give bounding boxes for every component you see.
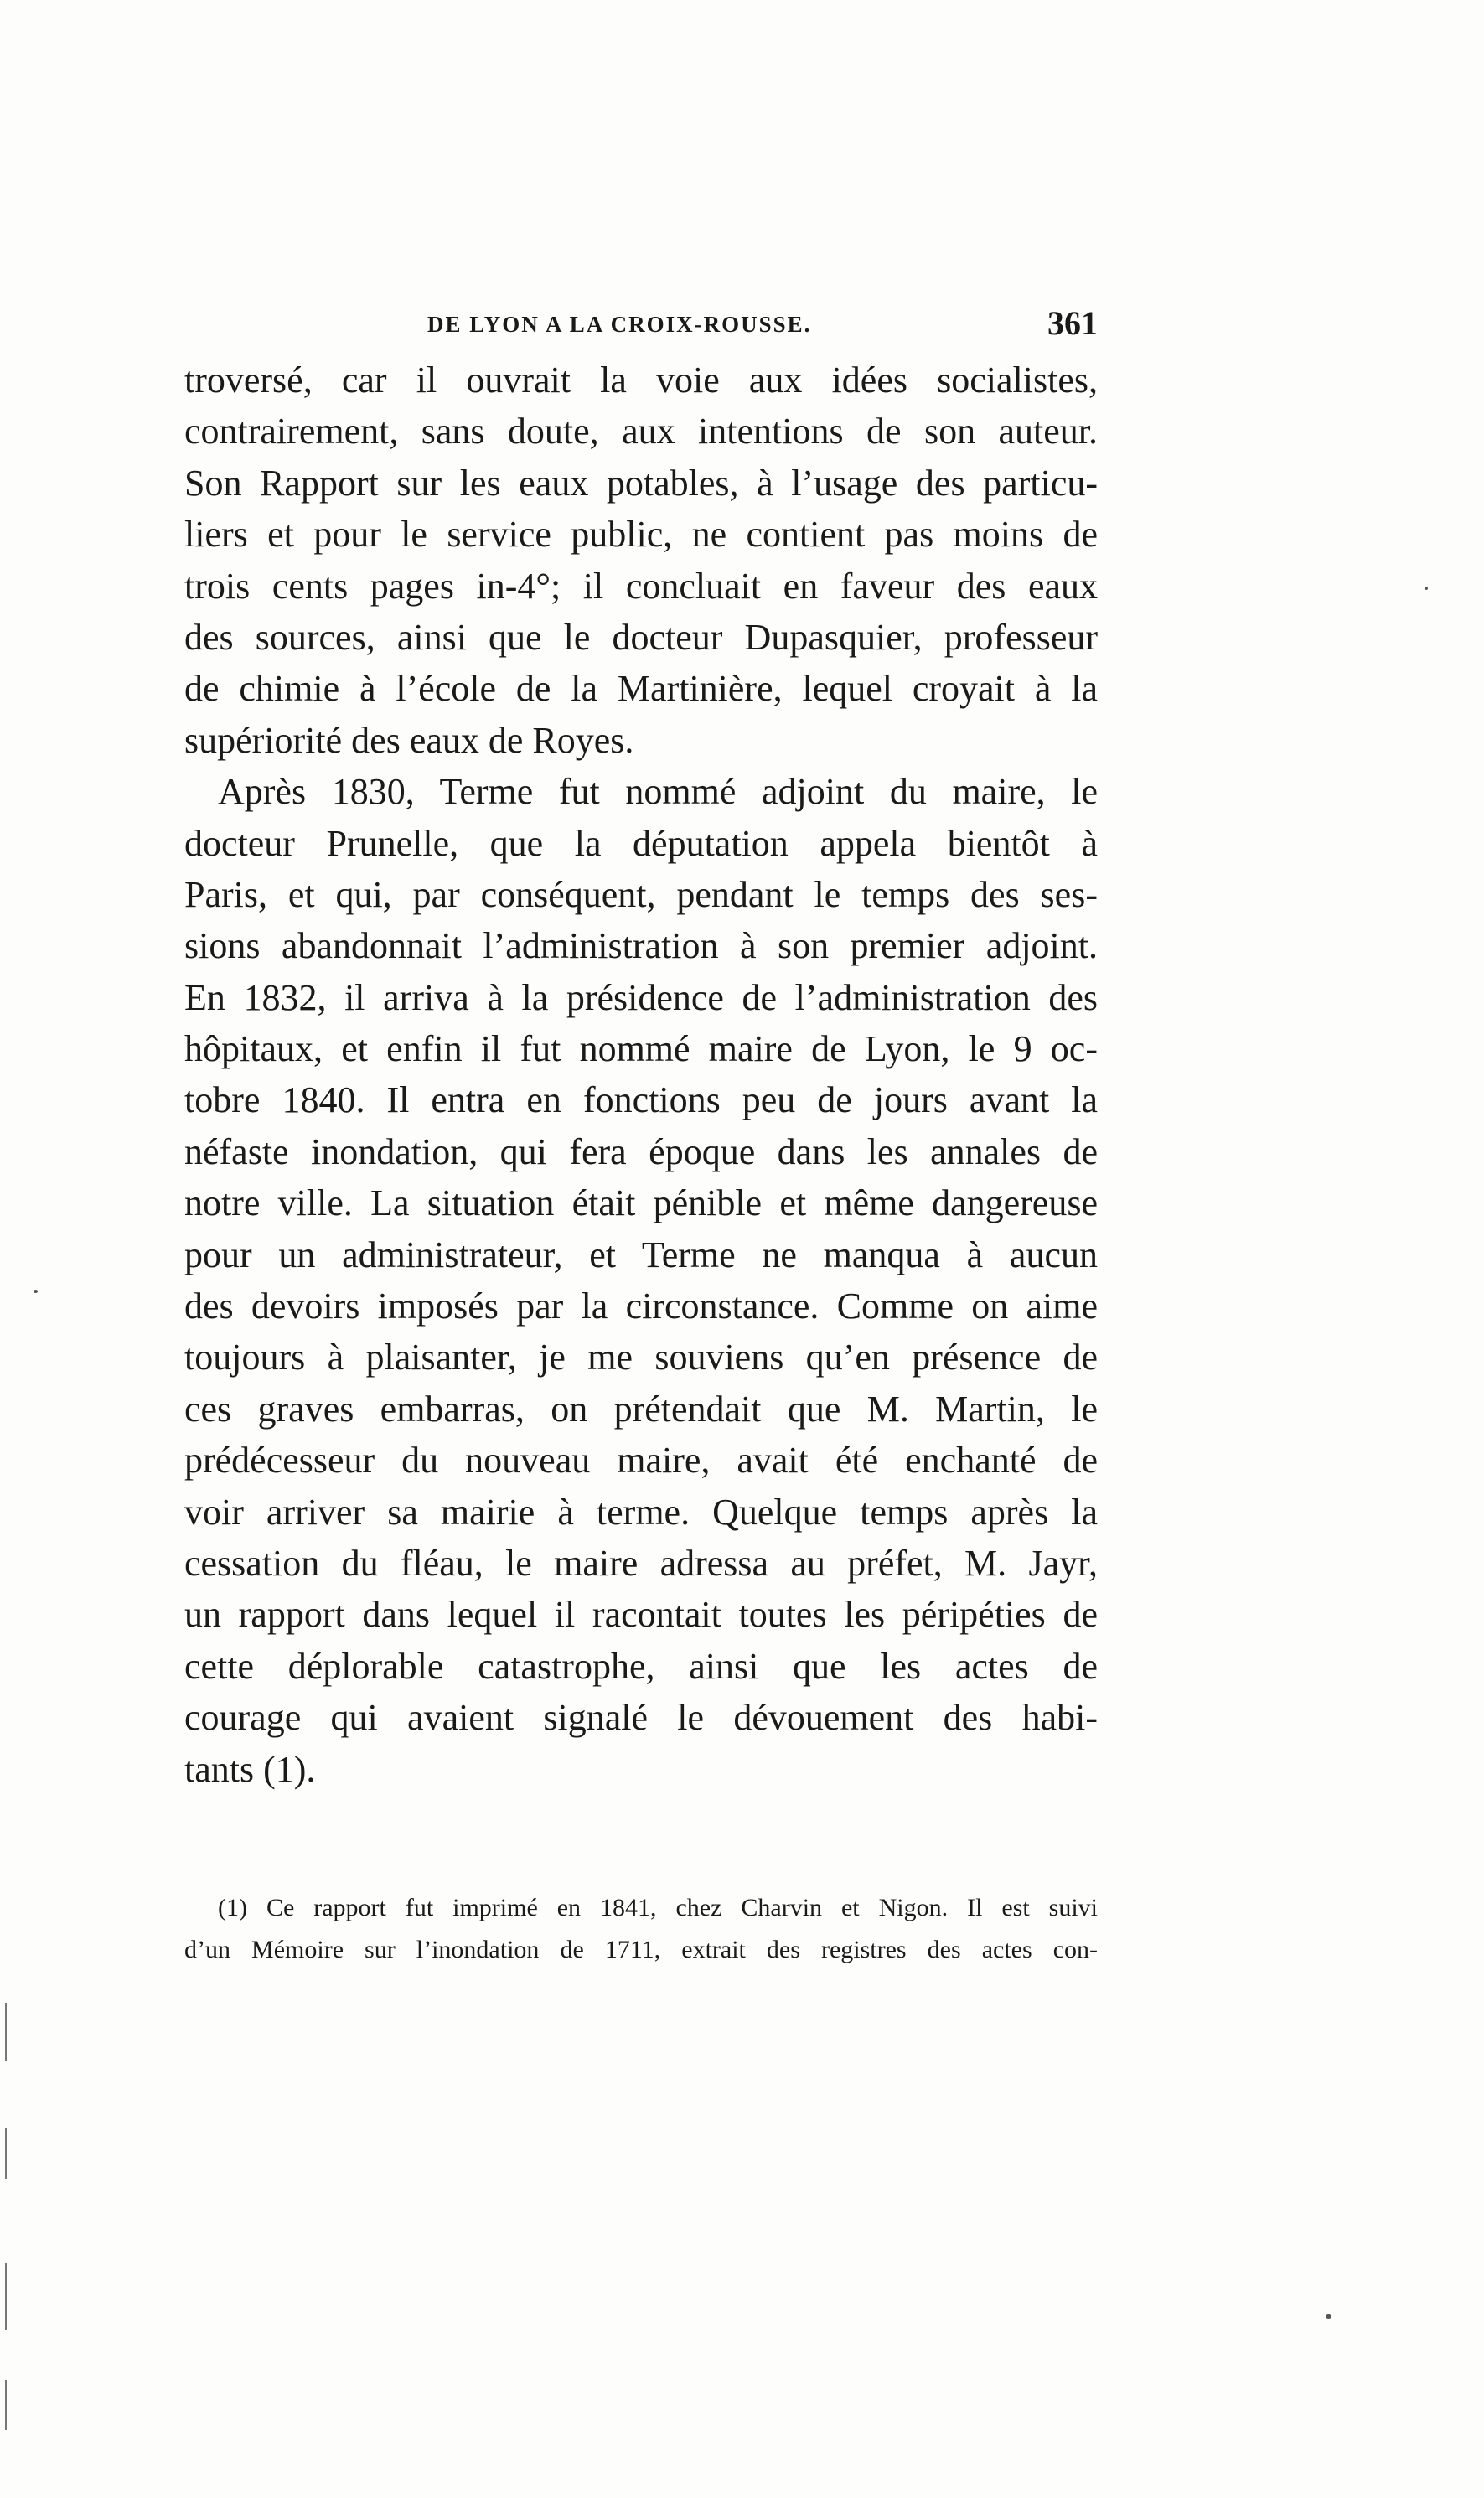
scan-speck — [1326, 2314, 1331, 2319]
text-line: contrairement, sans doute, aux intentions de son auteur. — [184, 411, 1098, 453]
text-line: Son Rapport sur les eaux potables, à l’usage des particu- — [184, 462, 1098, 504]
text-line: néfaste inondation, qui fera époque dans les annales de — [184, 1130, 1098, 1172]
footnote-line: d’un Mémoire sur l’inondation de 1711, extrait des registres des actes con- — [184, 1936, 1098, 1963]
text-line: voir arriver sa mairie à terme. Quelque temps après la — [184, 1491, 1098, 1533]
text-line: de chimie à l’école de la Martinière, lequel croyait à la — [184, 668, 1098, 710]
text-line: supériorité des eaux de Royes. — [184, 719, 634, 761]
text-line: tants (1). — [184, 1748, 316, 1790]
text-line: tobre 1840. Il entra en fonctions peu de jours avant la — [184, 1079, 1098, 1121]
text-line: courage qui avaient signalé le dévouement des habi- — [184, 1697, 1098, 1739]
text-line: notre ville. La situation était pénible et même dangereuse — [184, 1182, 1098, 1224]
text-line: troversé, car il ouvrait la voie aux idées socialistes, — [184, 359, 1098, 401]
scan-edge-mark — [5, 2128, 7, 2179]
text-line: Paris, et qui, par conséquent, pendant le temps des ses- — [184, 873, 1098, 915]
text-line: hôpitaux, et enfin il fut nommé maire de Lyon, le 9 oc- — [184, 1028, 1098, 1070]
page-number: 361 — [1047, 304, 1098, 342]
scan-edge-mark — [5, 2263, 7, 2330]
scan-speck — [34, 1290, 38, 1293]
scan-speck — [1425, 587, 1428, 590]
text-line: docteur Prunelle, que la députation appela bientôt à — [184, 822, 1098, 864]
text-line: cessation du fléau, le maire adressa au préfet, M. Jayr, — [184, 1542, 1098, 1584]
text-line: ces graves embarras, on prétendait que M. Martin, le — [184, 1388, 1098, 1430]
text-line: des sources, ainsi que le docteur Dupasquier, professeur — [184, 616, 1098, 658]
text-line: En 1832, il arriva à la présidence de l’administration des — [184, 976, 1098, 1018]
text-line: cette déplorable catastrophe, ainsi que les actes de — [184, 1645, 1098, 1687]
scan-edge-mark — [5, 2003, 7, 2061]
footnote — [184, 1887, 1098, 1971]
text-line: toujours à plaisanter, je me souviens qu’en présence de — [184, 1337, 1098, 1378]
text-line: sions abandonnait l’administration à son premier adjoint. — [184, 925, 1098, 967]
text-line: liers et pour le service public, ne contient pas moins de — [184, 514, 1098, 556]
text-line: prédécesseur du nouveau maire, avait été enchanté de — [184, 1440, 1098, 1482]
text-line: un rapport dans lequel il racontait toutes les péripéties de — [184, 1594, 1098, 1636]
page-header — [184, 303, 1098, 354]
text-line: trois cents pages in-4°; il concluait en faveur des eaux — [184, 565, 1098, 607]
footnote-line: (1) Ce rapport fut imprimé en 1841, chez Charvin et Nigon. Il est suivi — [218, 1894, 1098, 1921]
text-line: des devoirs imposés par la circonstance. Comme on aime — [184, 1285, 1098, 1327]
text-line: pour un administrateur, et Terme ne manqua à aucun — [184, 1233, 1098, 1275]
running-title: DE LYON A LA CROIX-ROUSSE. — [427, 312, 812, 337]
scan-edge-mark — [5, 2380, 7, 2430]
paragraph-start-line: Après 1830, Terme fut nommé adjoint du maire, le — [218, 771, 1098, 813]
main-text — [184, 354, 1098, 1795]
